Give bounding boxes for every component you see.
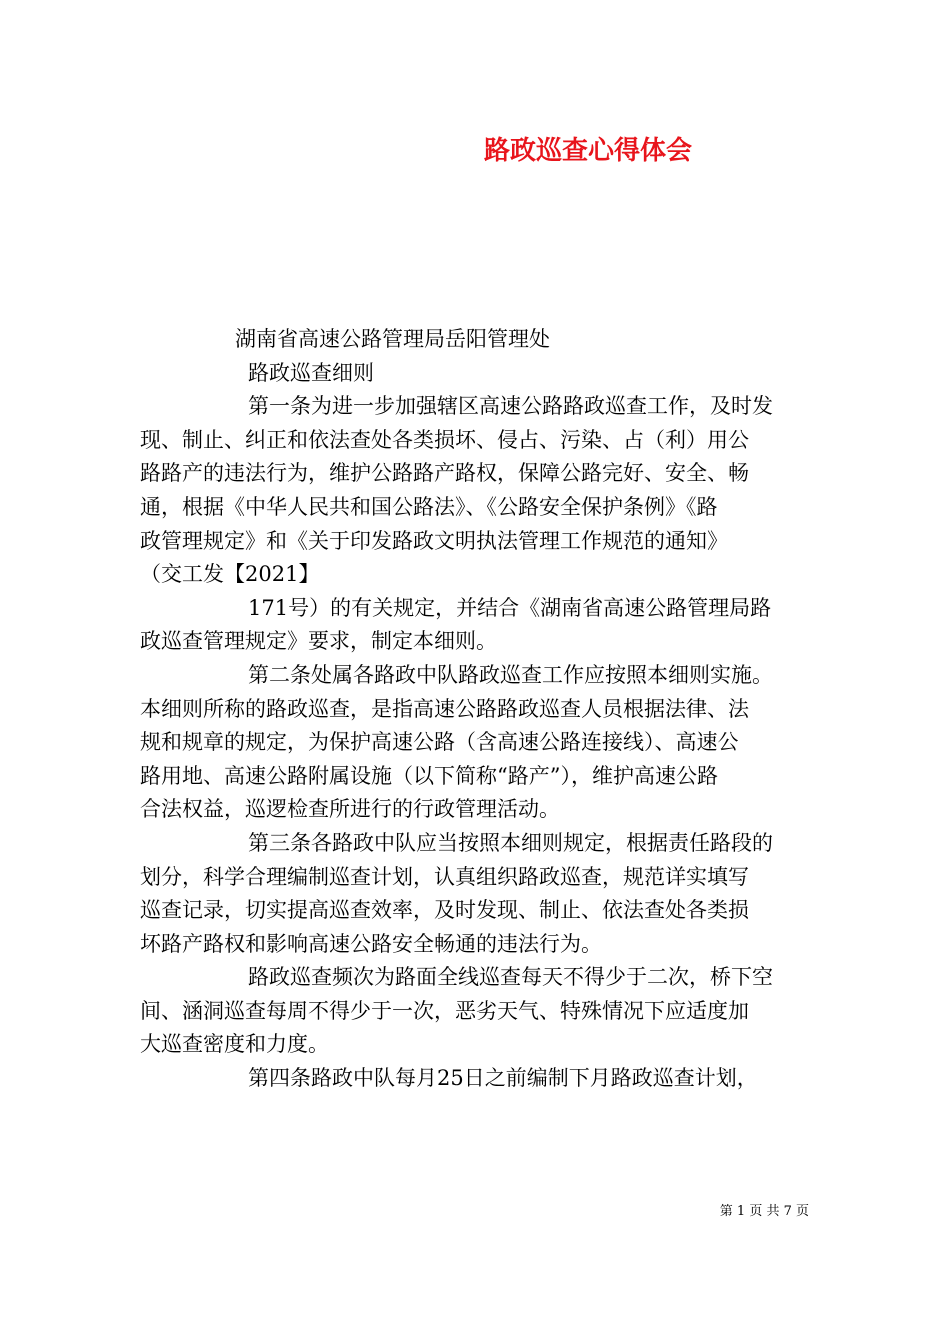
paragraph-line: 171号）的有关规定，并结合《湖南省高速公路管理局路 <box>248 595 772 620</box>
paragraph-line: 第一条为进一步加强辖区高速公路路政巡查工作，及时发 <box>248 394 773 419</box>
paragraph-line: （交工发【2021】 <box>140 562 320 587</box>
document-body <box>140 323 815 1096</box>
paragraph-line: 第二条处属各路政中队路政巡查工作应按照本细则实施。 <box>248 662 773 687</box>
page-number-footer: 第 1 页 共 7 页 <box>719 1204 809 1219</box>
rules-title-line: 路政巡查细则 <box>248 360 374 385</box>
paragraph-line: 间、涵洞巡查每周不得少于一次，恶劣天气、特殊情况下应适度加 <box>140 998 749 1023</box>
paragraph-line: 第四条路政中队每月25日之前编制下月路政巡查计划， <box>248 1066 758 1091</box>
paragraph-line: 现、制止、纠正和依法查处各类损坏、侵占、污染、占（利）用公 <box>140 427 749 452</box>
document-title: 路政巡查心得体会 <box>483 136 692 166</box>
paragraph-line: 合法权益，巡逻检查所进行的行政管理活动。 <box>140 797 560 822</box>
paragraph-line: 第三条各路政中队应当按照本细则规定，根据责任路段的 <box>248 830 773 855</box>
paragraph-line: 路路产的违法行为，维护公路路产路权，保障公路完好、安全、畅 <box>140 461 749 486</box>
paragraph-line: 路用地、高速公路附属设施（以下简称“路产”），维护高速公路 <box>140 763 718 788</box>
paragraph-line: 本细则所称的路政巡查，是指高速公路路政巡查人员根据法律、法 <box>140 696 749 721</box>
organization-line: 湖南省高速公路管理局岳阳管理处 <box>235 327 550 351</box>
paragraph-line: 规和规章的规定，为保护高速公路（含高速公路连接线）、高速公 <box>140 730 739 755</box>
paragraph-line: 路政巡查频次为路面全线巡查每天不得少于二次，桥下空 <box>248 965 773 990</box>
paragraph-line: 坏路产路权和影响高速公路安全畅通的违法行为。 <box>140 931 602 956</box>
paragraph-line: 政巡查管理规定》要求，制定本细则。 <box>140 629 497 654</box>
paragraph-line: 划分，科学合理编制巡查计划，认真组织路政巡查，规范详实填写 <box>140 864 749 889</box>
paragraph-line: 巡查记录，切实提高巡查效率，及时发现、制止、依法查处各类损 <box>140 898 749 923</box>
paragraph-line: 大巡查密度和力度。 <box>140 1032 329 1057</box>
paragraph-line: 政管理规定》和《关于印发路政文明执法管理工作规范的通知》 <box>140 528 728 553</box>
paragraph-line: 通，根据《中华人民共和国公路法》、《公路安全保护条例》《路 <box>140 494 718 519</box>
